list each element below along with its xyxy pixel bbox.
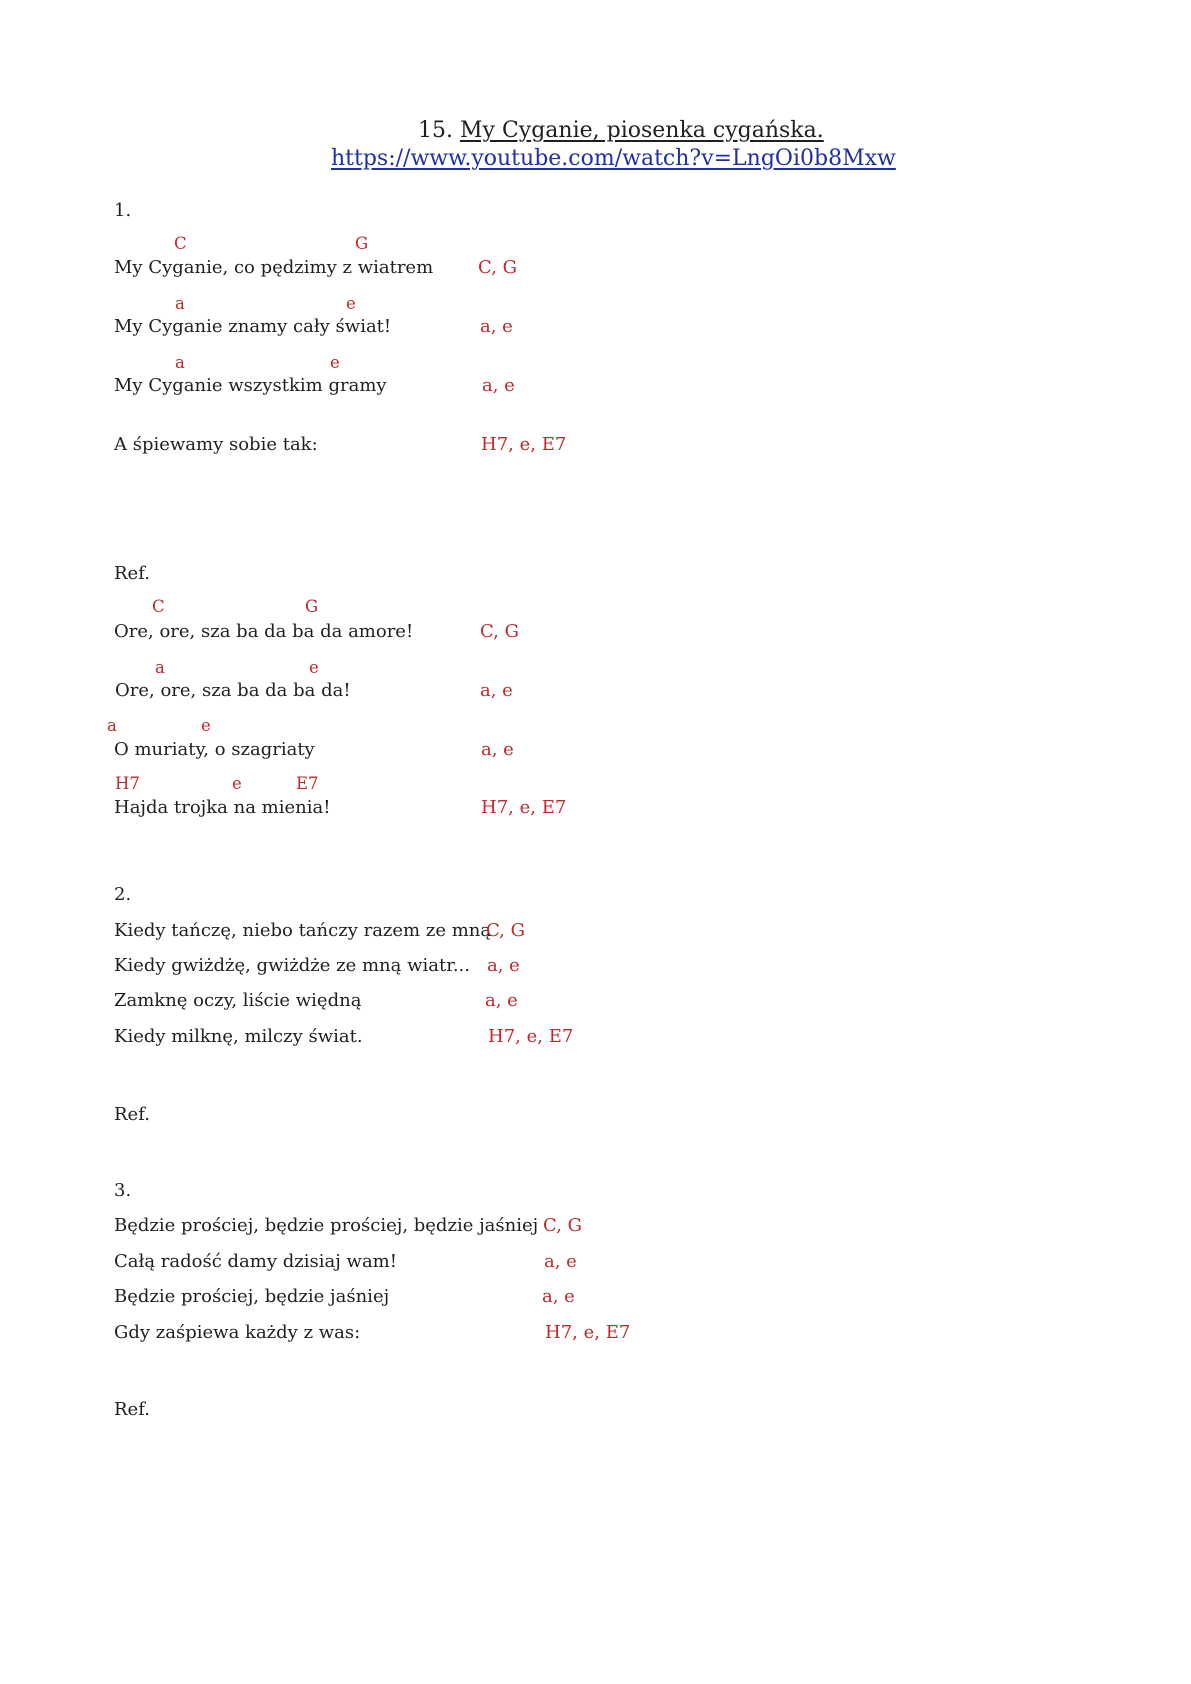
chord-above: a (107, 716, 117, 735)
chord-above: e (346, 294, 356, 313)
chord-above: e (330, 353, 340, 372)
chord-above: G (355, 234, 369, 253)
song-title-text: My Cyganie, piosenka cygańska. (460, 118, 824, 143)
verse-2-label: 2. (114, 884, 132, 905)
verse-1-label: 1. (114, 200, 132, 221)
song-title (418, 120, 824, 142)
chord-line: H7, e, E7 (481, 434, 567, 455)
lyric-line: Ore, ore, sza ba da ba da! (115, 680, 351, 701)
verse-3-label: 3. (114, 1180, 132, 1201)
lyric-line: Całą radość damy dzisiaj wam! (114, 1251, 397, 1272)
lyric-line: O muriaty, o szagriaty (114, 739, 315, 760)
chord-line: a, e (480, 680, 513, 701)
chord-line: a, e (481, 739, 514, 760)
chord-line: H7, e, E7 (481, 797, 567, 818)
chord-above: G (305, 597, 319, 616)
lyric-line: My Cyganie znamy cały świat! (114, 316, 392, 337)
lyric-line: Hajda trojka na mienia! (114, 797, 331, 818)
chord-line: a, e (480, 316, 513, 337)
chord-line: a, e (487, 955, 520, 976)
song-number: 15. (418, 118, 453, 143)
lyric-line: A śpiewamy sobie tak: (114, 434, 318, 455)
lyric-line: Będzie prościej, będzie jaśniej (114, 1286, 390, 1307)
chord-line: C, G (478, 257, 517, 278)
chord-above: a (175, 353, 185, 372)
lyric-line: Zamknę oczy, liście więdną (114, 990, 362, 1011)
chord-line: a, e (482, 375, 515, 396)
chord-above: e (309, 658, 319, 677)
chord-line: H7, e, E7 (488, 1026, 574, 1047)
chord-above: E7 (296, 774, 319, 793)
lyric-line: Kiedy tańczę, niebo tańczy razem ze mną (114, 920, 492, 941)
chord-line: C, G (480, 621, 519, 642)
chord-above: e (201, 716, 211, 735)
chord-above: a (175, 294, 185, 313)
chord-line: a, e (544, 1251, 577, 1272)
chord-above: H7 (115, 774, 140, 793)
refrain-label: Ref. (114, 563, 150, 584)
chord-line: C, G (486, 920, 525, 941)
lyric-line: My Cyganie wszystkim gramy (114, 375, 387, 396)
refrain-label: Ref. (114, 1104, 150, 1125)
chord-above: a (155, 658, 165, 677)
lyric-line: Kiedy gwiżdżę, gwiżdże ze mną wiatr... (114, 955, 470, 976)
refrain-label: Ref. (114, 1399, 150, 1420)
lyric-line: My Cyganie, co pędzimy z wiatrem (114, 257, 434, 278)
lyric-line: Gdy zaśpiewa każdy z was: (114, 1322, 361, 1343)
chord-above: e (232, 774, 242, 793)
lyric-line: Będzie prościej, będzie prościej, będzie jaśniej (114, 1215, 539, 1236)
chord-above: C (152, 597, 165, 616)
chord-above: C (174, 234, 187, 253)
chord-line: a, e (485, 990, 518, 1011)
chord-line: a, e (542, 1286, 575, 1307)
chord-line: C, G (543, 1215, 582, 1236)
lyric-line: Kiedy milknę, milczy świat. (114, 1026, 363, 1047)
youtube-link[interactable]: https://www.youtube.com/watch?v=LngOi0b8Mxw (331, 146, 896, 171)
chord-line: H7, e, E7 (545, 1322, 631, 1343)
lyric-line: Ore, ore, sza ba da ba da amore! (114, 621, 414, 642)
